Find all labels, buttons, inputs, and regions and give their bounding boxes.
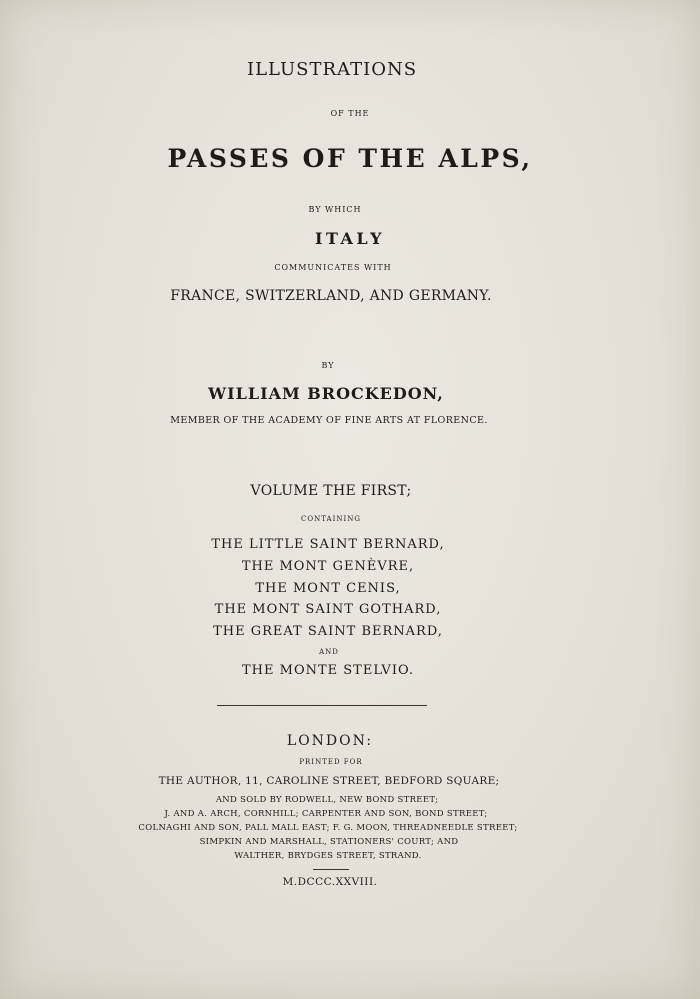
pass-list-item: THE LITTLE SAINT BERNARD, bbox=[211, 537, 445, 552]
pass-list-item: THE MONTE STELVIO. bbox=[242, 663, 414, 678]
pass-list-item: THE MONT CENIS, bbox=[255, 581, 401, 596]
communicates-with-line: COMMUNICATES WITH bbox=[274, 263, 392, 272]
country-italy: ITALY bbox=[314, 229, 386, 248]
pass-list-item: THE GREAT SAINT BERNARD, bbox=[213, 624, 443, 639]
seller-line: COLNAGHI AND SON, PALL MALL EAST; F. G. MOON, THREADNEEDLE STREET; bbox=[138, 823, 518, 833]
by-which-line: BY WHICH bbox=[308, 205, 362, 214]
author-name: WILLIAM BROCKEDON, bbox=[208, 384, 444, 403]
imprint-city: LONDON: bbox=[286, 733, 374, 749]
volume-heading: VOLUME THE FIRST; bbox=[250, 483, 412, 499]
by-line: BY bbox=[321, 361, 335, 370]
neighbor-countries: FRANCE, SWITZERLAND, AND GERMANY. bbox=[170, 288, 492, 304]
seller-line: AND SOLD BY RODWELL, NEW BOND STREET; bbox=[215, 795, 439, 805]
title-line-illustrations: ILLUSTRATIONS bbox=[246, 59, 418, 80]
pass-list-item: THE MONT SAINT GOTHARD, bbox=[214, 602, 442, 617]
publication-date: M.DCCC.XXVIII. bbox=[282, 876, 378, 888]
printer-line: THE AUTHOR, 11, CAROLINE STREET, BEDFORD SQUARE; bbox=[158, 775, 500, 787]
containing-line: CONTAINING bbox=[301, 515, 361, 523]
and-line: AND bbox=[319, 648, 339, 656]
title-line-of-the: OF THE bbox=[330, 109, 370, 118]
seller-line: SIMPKIN AND MARSHALL, STATIONERS' COURT; AND bbox=[199, 837, 459, 847]
printed-for-line: PRINTED FOR bbox=[299, 758, 363, 766]
seller-line: WALTHER, BRYDGES STREET, STRAND. bbox=[234, 851, 422, 861]
author-affiliation: MEMBER OF THE ACADEMY OF FINE ARTS AT FLORENCE. bbox=[170, 415, 488, 426]
seller-line: J. AND A. ARCH, CORNHILL; CARPENTER AND SON, BOND STREET; bbox=[164, 809, 488, 819]
pass-list-item: THE MONT GENÈVRE, bbox=[241, 559, 415, 574]
main-title: PASSES OF THE ALPS, bbox=[167, 144, 533, 173]
date-divider bbox=[313, 869, 349, 870]
section-divider bbox=[217, 705, 427, 706]
